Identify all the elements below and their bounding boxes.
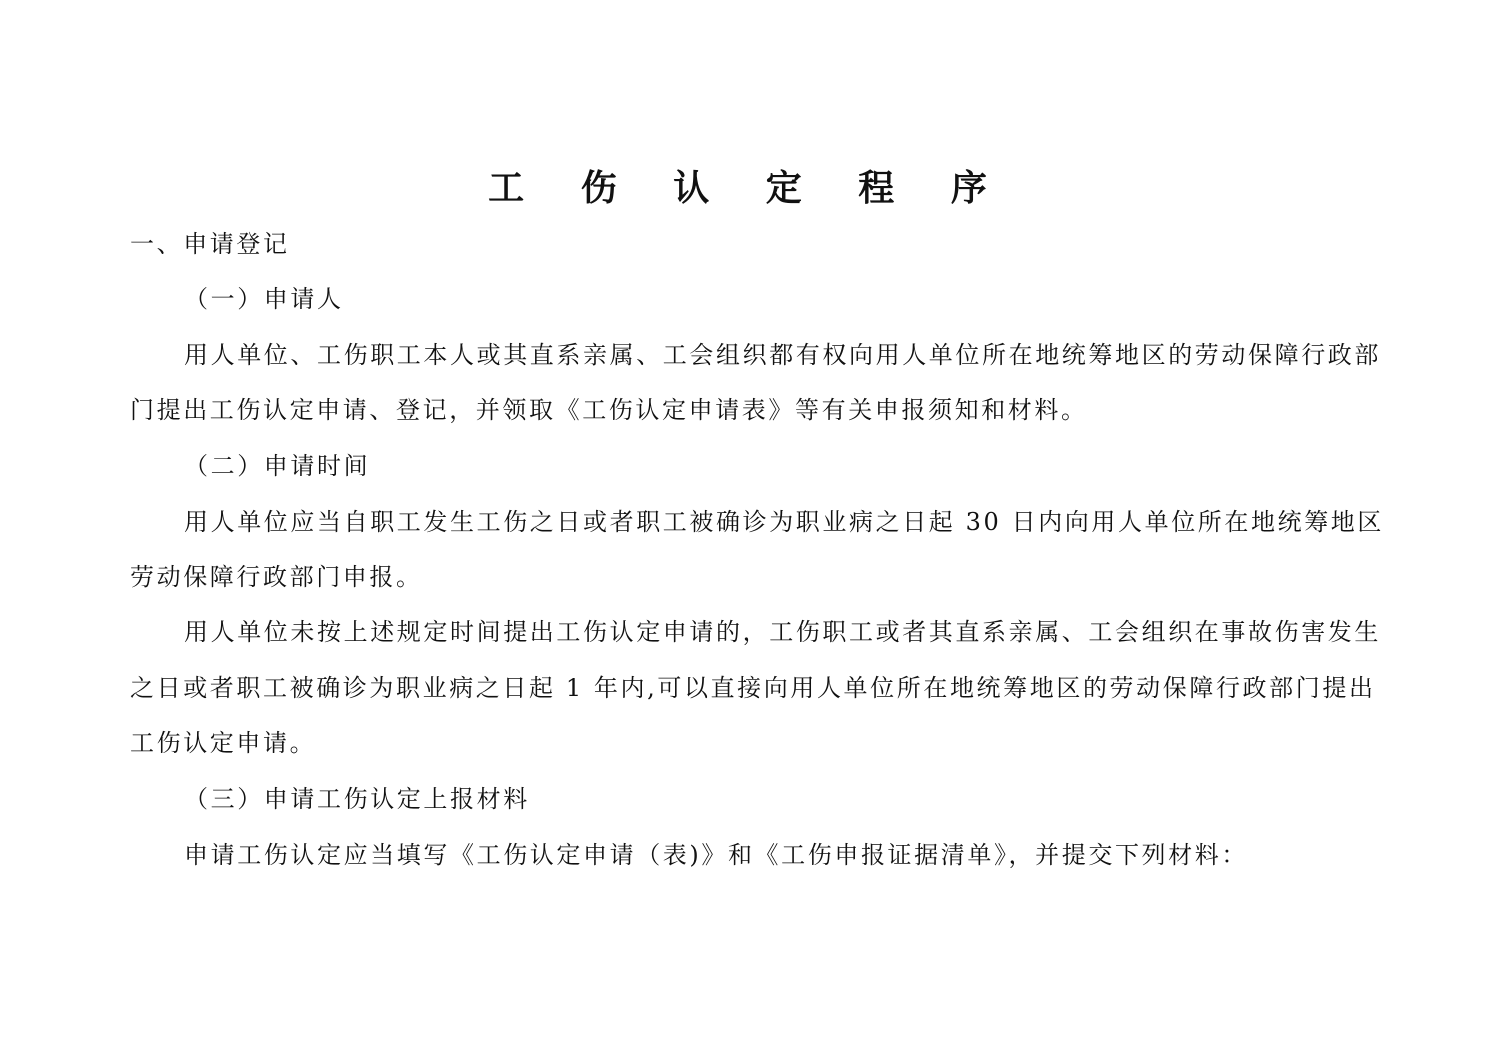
paragraph-line: 用人单位应当自职工发生工伤之日或者职工被确诊为职业病之日起 30 日内向用人单位所在地统筹地区 — [184, 508, 1384, 536]
paragraph-line: 工伤认定申请。 — [130, 729, 317, 757]
document-title: 工 伤 认 定 程 序 — [488, 167, 1009, 209]
paragraph-line: 申请工伤认定应当填写《工伤认定申请（表)》和《工伤申报证据清单》，并提交下列材料： — [184, 841, 1248, 869]
subsection-heading: （三）申请工伤认定上报材料 — [184, 785, 530, 813]
section-heading: 一、申请登记 — [130, 230, 290, 258]
subsection-heading: （一）申请人 — [184, 285, 344, 313]
paragraph-line: 用人单位未按上述规定时间提出工伤认定申请的，工伤职工或者其直系亲属、工会组织在事故伤害发生 — [184, 618, 1381, 646]
subsection-heading: （二）申请时间 — [184, 452, 371, 480]
paragraph-line: 之日或者职工被确诊为职业病之日起 1 年内,可以直接向用人单位所在地统筹地区的劳动保障行政部门提出 — [130, 674, 1376, 702]
paragraph-line: 劳动保障行政部门申报。 — [130, 563, 423, 591]
paragraph-line: 用人单位、工伤职工本人或其直系亲属、工会组织都有权向用人单位所在地统筹地区的劳动保障行政部 — [184, 341, 1381, 369]
paragraph-line: 门提出工伤认定申请、登记，并领取《工伤认定申请表》等有关申报须知和材料。 — [130, 396, 1088, 424]
